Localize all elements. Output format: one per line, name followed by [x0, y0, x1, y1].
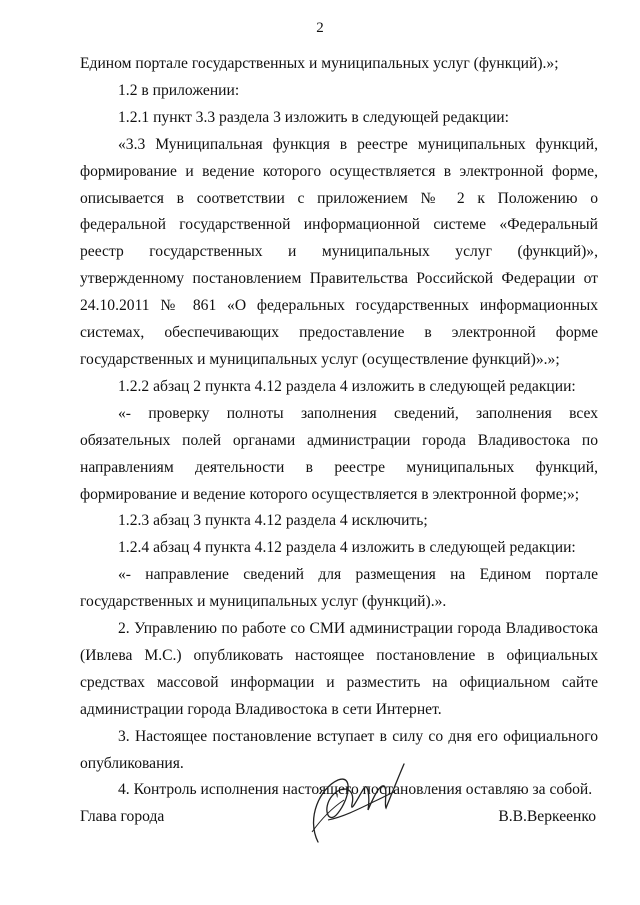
signer-name: В.В.Веркеенко	[498, 808, 596, 825]
paragraph: 1.2 в приложении:	[118, 81, 240, 99]
paragraph: 4. Контроль исполнения настоящего постановления оставляю за собой.	[118, 781, 593, 799]
paragraph: 1.2.1 пункт 3.3 раздела 3 изложить в следующей редакции:	[118, 108, 509, 126]
paragraph: «3.3 Муниципальная функция в реестре муниципальных функций, формирование и ведение которого осуществляется в электронной форме, описывается в соответствии с приложением № 2 к Положению о федеральной государственной информационной системе «Федеральный реестр государственных и муниципальных услуг (функций)», утвержденному постановлением Правительства Российской Федерации от 24.10.2011 № 861 «О федеральных государственных информационных системах, обеспечивающих предоставление в электронной форме государственных и муниципальных услуг (осуществление функций)».»;	[80, 135, 598, 368]
paragraph: 3. Настоящее постановление вступает в силу со дня его официального опубликования.	[80, 727, 598, 772]
handwritten-signature	[298, 758, 413, 848]
paragraph: «- проверку полноты заполнения сведений, заполнения всех обязательных полей органами администрации города Владивостока по направлениям деятельности в реестре муниципальных функций, формирование и ведение которого осуществляется в электронной форме;»;	[80, 404, 598, 503]
signer-title: Глава города	[80, 808, 165, 825]
paragraph: «- направление сведений для размещения на Едином портале государственных и муниципальных услуг (функций).».	[80, 566, 598, 611]
paragraph: 1.2.4 абзац 4 пункта 4.12 раздела 4 изложить в следующей редакции:	[118, 539, 576, 557]
paragraph: Едином портале государственных и муниципальных услуг (функций).»;	[80, 55, 559, 72]
page-number: 2	[316, 20, 324, 36]
document-body	[80, 51, 598, 804]
paragraph: 2. Управлению по работе со СМИ администрации города Владивостока (Ивлева М.С.) опубликовать настоящее постановление в официальных средствах массовой информации и разместить на официальном сайте администрации города Владивостока в сети Интернет.	[80, 620, 598, 718]
paragraph: 1.2.3 абзац 3 пункта 4.12 раздела 4 исключить;	[118, 512, 428, 530]
paragraph: 1.2.2 абзац 2 пункта 4.12 раздела 4 изложить в следующей редакции:	[118, 377, 576, 395]
